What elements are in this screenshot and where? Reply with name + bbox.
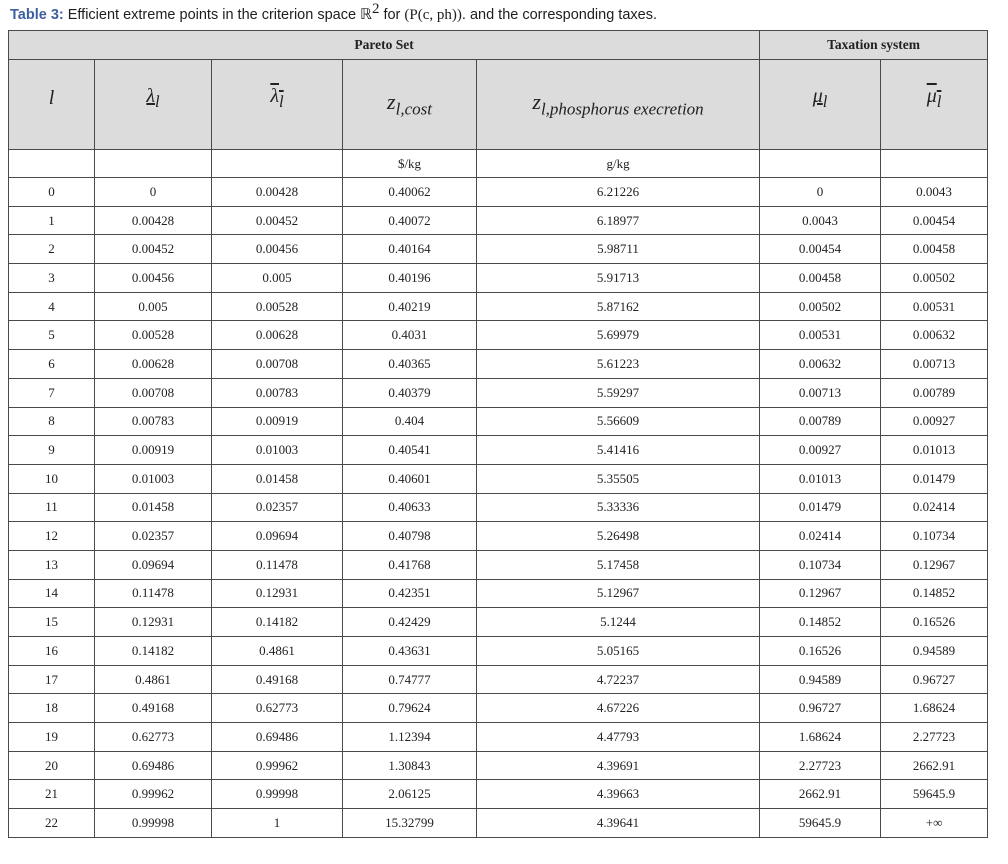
- cell-mu-upper: 0.00713: [881, 350, 988, 379]
- cell-z-phosphorus: 4.39663: [477, 780, 760, 809]
- cell-z-phosphorus: 5.05165: [477, 637, 760, 666]
- cell-z-cost: 0.40798: [343, 522, 477, 551]
- cell-lambda-lower: 0.00428: [95, 206, 212, 235]
- col-header-l: l: [9, 60, 95, 150]
- cell-l: 2: [9, 235, 95, 264]
- cell-l: 0: [9, 178, 95, 207]
- cell-mu-upper: 2662.91: [881, 751, 988, 780]
- cell-mu-lower: 0.01013: [760, 464, 881, 493]
- cell-lambda-lower: 0: [95, 178, 212, 207]
- cell-mu-lower: 1.68624: [760, 723, 881, 752]
- cell-mu-upper: 0.96727: [881, 665, 988, 694]
- table-row: [9, 579, 988, 608]
- cell-z-cost: 0.40072: [343, 206, 477, 235]
- cell-z-cost: 0.43631: [343, 637, 477, 666]
- unit-cell: g/kg: [477, 150, 760, 178]
- cell-l: 15: [9, 608, 95, 637]
- cell-mu-upper: 0.01013: [881, 436, 988, 465]
- symbol-header-row: [9, 60, 988, 150]
- cell-lambda-lower: 0.00456: [95, 264, 212, 293]
- caption-pair: (P(c, ph)): [404, 6, 462, 23]
- cell-z-cost: 0.40196: [343, 264, 477, 293]
- cell-lambda-upper: 0.00919: [212, 407, 343, 436]
- cell-mu-upper: 0.0043: [881, 178, 988, 207]
- cell-lambda-upper: 0.00783: [212, 378, 343, 407]
- caption-for: for: [379, 6, 405, 23]
- table-row: [9, 264, 988, 293]
- caption-label: Table 3:: [10, 6, 64, 23]
- cell-l: 8: [9, 407, 95, 436]
- cell-mu-upper: 0.16526: [881, 608, 988, 637]
- cell-mu-lower: 0.12967: [760, 579, 881, 608]
- cell-lambda-upper: 0.00528: [212, 292, 343, 321]
- cell-z-phosphorus: 5.33336: [477, 493, 760, 522]
- cell-z-cost: 0.42429: [343, 608, 477, 637]
- cell-lambda-upper: 0.49168: [212, 665, 343, 694]
- table-row: [9, 378, 988, 407]
- cell-mu-upper: 0.10734: [881, 522, 988, 551]
- caption-space-exponent: 2: [371, 1, 380, 17]
- cell-mu-upper: 0.14852: [881, 579, 988, 608]
- cell-lambda-upper: 0.4861: [212, 637, 343, 666]
- cell-lambda-upper: 0.14182: [212, 608, 343, 637]
- cell-l: 1: [9, 206, 95, 235]
- cell-lambda-lower: 0.005: [95, 292, 212, 321]
- cell-mu-lower: 0.00454: [760, 235, 881, 264]
- table-row: [9, 321, 988, 350]
- cell-mu-lower: 0.14852: [760, 608, 881, 637]
- cell-z-cost: 0.40365: [343, 350, 477, 379]
- cell-mu-lower: 0.00531: [760, 321, 881, 350]
- cell-mu-upper: 0.00502: [881, 264, 988, 293]
- cell-mu-lower: 59645.9: [760, 809, 881, 838]
- col-header-z-phosphorus: $z_{l,phosphorus execretion}$: [477, 60, 760, 150]
- cell-mu-lower: 0.00713: [760, 378, 881, 407]
- caption-space-symbol: ℝ: [360, 6, 372, 23]
- cell-z-cost: 1.12394: [343, 723, 477, 752]
- cell-mu-lower: 0.00502: [760, 292, 881, 321]
- cell-l: 20: [9, 751, 95, 780]
- cell-lambda-upper: 0.12931: [212, 579, 343, 608]
- cell-z-cost: 0.79624: [343, 694, 477, 723]
- cell-mu-upper: 2.27723: [881, 723, 988, 752]
- cell-mu-upper: 0.94589: [881, 637, 988, 666]
- cell-lambda-upper: 0.01458: [212, 464, 343, 493]
- col-header-mu-upper: $\mu_l$: [881, 60, 988, 150]
- cell-z-phosphorus: 5.91713: [477, 264, 760, 293]
- cell-z-phosphorus: 6.18977: [477, 206, 760, 235]
- cell-z-cost: 0.74777: [343, 665, 477, 694]
- cell-mu-lower: 0.00927: [760, 436, 881, 465]
- cell-l: 4: [9, 292, 95, 321]
- cell-lambda-lower: 0.00708: [95, 378, 212, 407]
- cell-lambda-upper: 0.00628: [212, 321, 343, 350]
- cell-mu-lower: 2.27723: [760, 751, 881, 780]
- cell-lambda-lower: 0.01458: [95, 493, 212, 522]
- cell-z-cost: 1.30843: [343, 751, 477, 780]
- cell-mu-upper: 59645.9: [881, 780, 988, 809]
- efficient-extreme-points-table: [8, 30, 988, 838]
- cell-z-phosphorus: 5.35505: [477, 464, 760, 493]
- table-row: [9, 206, 988, 235]
- cell-l: 10: [9, 464, 95, 493]
- cell-mu-upper: 0.01479: [881, 464, 988, 493]
- cell-mu-lower: 0.0043: [760, 206, 881, 235]
- cell-l: 16: [9, 637, 95, 666]
- cell-z-phosphorus: 5.12967: [477, 579, 760, 608]
- cell-lambda-upper: 0.99962: [212, 751, 343, 780]
- table-row: [9, 350, 988, 379]
- cell-z-cost: 0.404: [343, 407, 477, 436]
- cell-lambda-lower: 0.14182: [95, 637, 212, 666]
- unit-cell: $/kg: [343, 150, 477, 178]
- table-row: [9, 550, 988, 579]
- units-row: [9, 150, 988, 178]
- cell-z-phosphorus: 5.59297: [477, 378, 760, 407]
- cell-mu-upper: 0.00531: [881, 292, 988, 321]
- col-header-mu-lower: $\mu_l$: [760, 60, 881, 150]
- cell-z-phosphorus: 5.41416: [477, 436, 760, 465]
- table-row: [9, 522, 988, 551]
- cell-z-phosphorus: 6.21226: [477, 178, 760, 207]
- cell-mu-lower: 0.16526: [760, 637, 881, 666]
- cell-l: 6: [9, 350, 95, 379]
- cell-mu-lower: 0.00632: [760, 350, 881, 379]
- cell-lambda-lower: 0.00628: [95, 350, 212, 379]
- unit-cell: [760, 150, 881, 178]
- table-row: [9, 665, 988, 694]
- cell-lambda-upper: 0.00452: [212, 206, 343, 235]
- cell-l: 17: [9, 665, 95, 694]
- caption-text: Efficient extreme points in the criterion space: [63, 6, 361, 23]
- cell-l: 13: [9, 550, 95, 579]
- caption-tail: . and the corresponding taxes.: [461, 6, 657, 23]
- cell-z-cost: 0.42351: [343, 579, 477, 608]
- cell-lambda-lower: 0.00919: [95, 436, 212, 465]
- cell-l: 18: [9, 694, 95, 723]
- cell-lambda-lower: 0.00452: [95, 235, 212, 264]
- cell-mu-upper: 0.00454: [881, 206, 988, 235]
- table-row: [9, 780, 988, 809]
- cell-l: 21: [9, 780, 95, 809]
- cell-lambda-lower: 0.12931: [95, 608, 212, 637]
- cell-lambda-upper: 0.00708: [212, 350, 343, 379]
- cell-z-phosphorus: 5.1244: [477, 608, 760, 637]
- cell-z-phosphorus: 5.98711: [477, 235, 760, 264]
- cell-mu-upper: 1.68624: [881, 694, 988, 723]
- cell-z-phosphorus: 4.72237: [477, 665, 760, 694]
- table-row: [9, 464, 988, 493]
- cell-l: 19: [9, 723, 95, 752]
- cell-z-cost: 0.40633: [343, 493, 477, 522]
- unit-cell: [95, 150, 212, 178]
- cell-z-cost: 15.32799: [343, 809, 477, 838]
- table-row: [9, 493, 988, 522]
- table-caption: [10, 1, 657, 24]
- cell-lambda-lower: 0.49168: [95, 694, 212, 723]
- cell-l: 22: [9, 809, 95, 838]
- cell-lambda-lower: 0.69486: [95, 751, 212, 780]
- cell-lambda-lower: 0.11478: [95, 579, 212, 608]
- cell-z-phosphorus: 5.56609: [477, 407, 760, 436]
- cell-mu-upper: 0.00927: [881, 407, 988, 436]
- cell-z-cost: 0.40601: [343, 464, 477, 493]
- cell-lambda-lower: 0.99998: [95, 809, 212, 838]
- col-header-z-cost: $z_{l,cost}$: [343, 60, 477, 150]
- table-row: [9, 751, 988, 780]
- cell-z-cost: 0.40062: [343, 178, 477, 207]
- cell-lambda-upper: 0.09694: [212, 522, 343, 551]
- cell-z-cost: 0.40379: [343, 378, 477, 407]
- cell-lambda-upper: 0.00456: [212, 235, 343, 264]
- cell-l: 3: [9, 264, 95, 293]
- cell-mu-lower: 0: [760, 178, 881, 207]
- cell-z-cost: 0.41768: [343, 550, 477, 579]
- cell-z-cost: 0.40219: [343, 292, 477, 321]
- cell-lambda-lower: 0.01003: [95, 464, 212, 493]
- unit-cell: [212, 150, 343, 178]
- cell-z-phosphorus: 5.87162: [477, 292, 760, 321]
- cell-z-cost: 0.40541: [343, 436, 477, 465]
- cell-lambda-upper: 1: [212, 809, 343, 838]
- col-header-lambda-upper: $\lambda_l$: [212, 60, 343, 150]
- cell-z-phosphorus: 5.17458: [477, 550, 760, 579]
- cell-z-cost: 0.4031: [343, 321, 477, 350]
- table-row: [9, 694, 988, 723]
- cell-l: 14: [9, 579, 95, 608]
- cell-lambda-lower: 0.00528: [95, 321, 212, 350]
- cell-z-phosphorus: 4.39691: [477, 751, 760, 780]
- cell-mu-lower: 0.01479: [760, 493, 881, 522]
- table-row: [9, 436, 988, 465]
- taxation-system-header: Taxation system: [760, 31, 988, 60]
- cell-mu-lower: 0.00789: [760, 407, 881, 436]
- cell-mu-lower: 0.00458: [760, 264, 881, 293]
- table-row: [9, 407, 988, 436]
- cell-z-cost: 0.40164: [343, 235, 477, 264]
- cell-l: 7: [9, 378, 95, 407]
- cell-lambda-upper: 0.00428: [212, 178, 343, 207]
- cell-lambda-lower: 0.00783: [95, 407, 212, 436]
- cell-l: 9: [9, 436, 95, 465]
- cell-lambda-upper: 0.005: [212, 264, 343, 293]
- cell-lambda-lower: 0.02357: [95, 522, 212, 551]
- cell-lambda-upper: 0.99998: [212, 780, 343, 809]
- cell-l: 5: [9, 321, 95, 350]
- cell-lambda-upper: 0.62773: [212, 694, 343, 723]
- unit-cell: [881, 150, 988, 178]
- cell-mu-upper: 0.12967: [881, 550, 988, 579]
- table-row: [9, 292, 988, 321]
- table-row: [9, 608, 988, 637]
- table-row: [9, 637, 988, 666]
- group-header-row: [9, 31, 988, 60]
- cell-mu-lower: 0.96727: [760, 694, 881, 723]
- cell-z-phosphorus: 4.67226: [477, 694, 760, 723]
- col-header-lambda-lower: $\lambda_l$: [95, 60, 212, 150]
- cell-z-cost: 2.06125: [343, 780, 477, 809]
- cell-lambda-upper: 0.11478: [212, 550, 343, 579]
- cell-mu-upper: +∞: [881, 809, 988, 838]
- cell-lambda-lower: 0.99962: [95, 780, 212, 809]
- cell-z-phosphorus: 4.47793: [477, 723, 760, 752]
- table-row: [9, 178, 988, 207]
- cell-z-phosphorus: 5.26498: [477, 522, 760, 551]
- cell-z-phosphorus: 4.39641: [477, 809, 760, 838]
- cell-mu-lower: 0.10734: [760, 550, 881, 579]
- cell-mu-lower: 2662.91: [760, 780, 881, 809]
- table-row: [9, 235, 988, 264]
- unit-cell: [9, 150, 95, 178]
- table-row: [9, 723, 988, 752]
- cell-z-phosphorus: 5.69979: [477, 321, 760, 350]
- pareto-set-header: Pareto Set: [9, 31, 760, 60]
- cell-l: 11: [9, 493, 95, 522]
- cell-mu-lower: 0.02414: [760, 522, 881, 551]
- cell-mu-upper: 0.00789: [881, 378, 988, 407]
- cell-l: 12: [9, 522, 95, 551]
- cell-lambda-upper: 0.69486: [212, 723, 343, 752]
- cell-mu-upper: 0.00632: [881, 321, 988, 350]
- cell-lambda-lower: 0.09694: [95, 550, 212, 579]
- cell-lambda-upper: 0.01003: [212, 436, 343, 465]
- table-row: [9, 809, 988, 838]
- cell-mu-upper: 0.02414: [881, 493, 988, 522]
- cell-lambda-lower: 0.4861: [95, 665, 212, 694]
- cell-lambda-lower: 0.62773: [95, 723, 212, 752]
- cell-lambda-upper: 0.02357: [212, 493, 343, 522]
- cell-mu-upper: 0.00458: [881, 235, 988, 264]
- cell-mu-lower: 0.94589: [760, 665, 881, 694]
- cell-z-phosphorus: 5.61223: [477, 350, 760, 379]
